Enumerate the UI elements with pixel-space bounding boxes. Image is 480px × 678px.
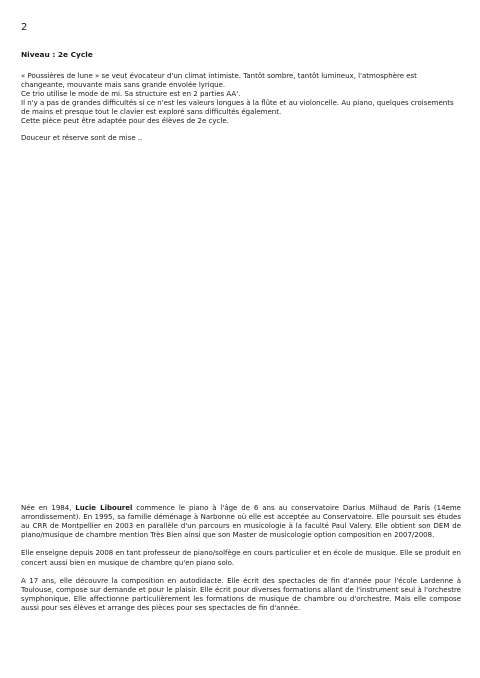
intro-paragraph: Douceur et réserve sont de mise .. [21, 134, 143, 143]
bio-paragraph: A 17 ans, elle découvre la composition en autodidacte. Elle écrit des spectacles de fin d'année pour l'école Lardenne à Toulouse, compose sur demande et pour le plaisir. Elle écrit pour diverses formations allant de l'instrument seul à l'orchestre symphonique. Elle affectionne particulièrement les formations de musique de chambre ou d'orchestre. Mais elle compose aussi pour ses élèves et arrange des pièces pour ses spectacles de fin d'année. [21, 576, 461, 613]
bio-text: Née en 1984, [21, 504, 76, 512]
level-heading: Niveau : 2e Cycle [21, 50, 93, 59]
composer-name: Lucie Libourel [75, 504, 133, 512]
intro-paragraph: « Poussières de lune » se veut évocateur d'un climat intimiste. Tantôt sombre, tantôt lumineux, l'atmosphère est changeante, mouvante mais sans grande envolée lyrique. [21, 72, 417, 89]
intro-paragraph: Il n'y a pas de grandes difficultés si ce n'est les valeurs longues à la flûte et au violoncelle. Au piano, quelques croisements de mains et presque tout le clavier est exploré sans difficultés également. [21, 98, 454, 116]
bio-text: commence le piano à l'âge de 6 ans au conservatoire Darius Milhaud de Paris (14eme arrondissement). En 1995, sa famille déménage à Narbonne où elle est acceptée au Conservatoire. Elle poursuit ses études au CRR de Montpellier en 2003 en parallèle d'un parcours en musicologie à la faculté Paul Valery. Elle obtient son DEM de piano/musique de chambre mention Très Bien ainsi que son Master de musicologie option composition en 2007/2008. [21, 504, 461, 540]
composer-biography [21, 504, 461, 622]
piece-description [21, 72, 461, 143]
bio-paragraph: Elle enseigne depuis 2008 en tant professeur de piano/solfège en cours particulier et en école de musique. Elle se produit en concert aussi bien en musique de chambre qu'en piano solo. [21, 549, 461, 567]
intro-paragraph: Cette pièce peut être adaptée pour des élèves de 2e cycle. [21, 116, 229, 125]
bio-paragraph [21, 504, 461, 540]
page-number: 2 [21, 22, 28, 33]
intro-paragraph: Ce trio utilise le mode de mi. Sa structure est en 2 parties AA'. [21, 89, 241, 98]
